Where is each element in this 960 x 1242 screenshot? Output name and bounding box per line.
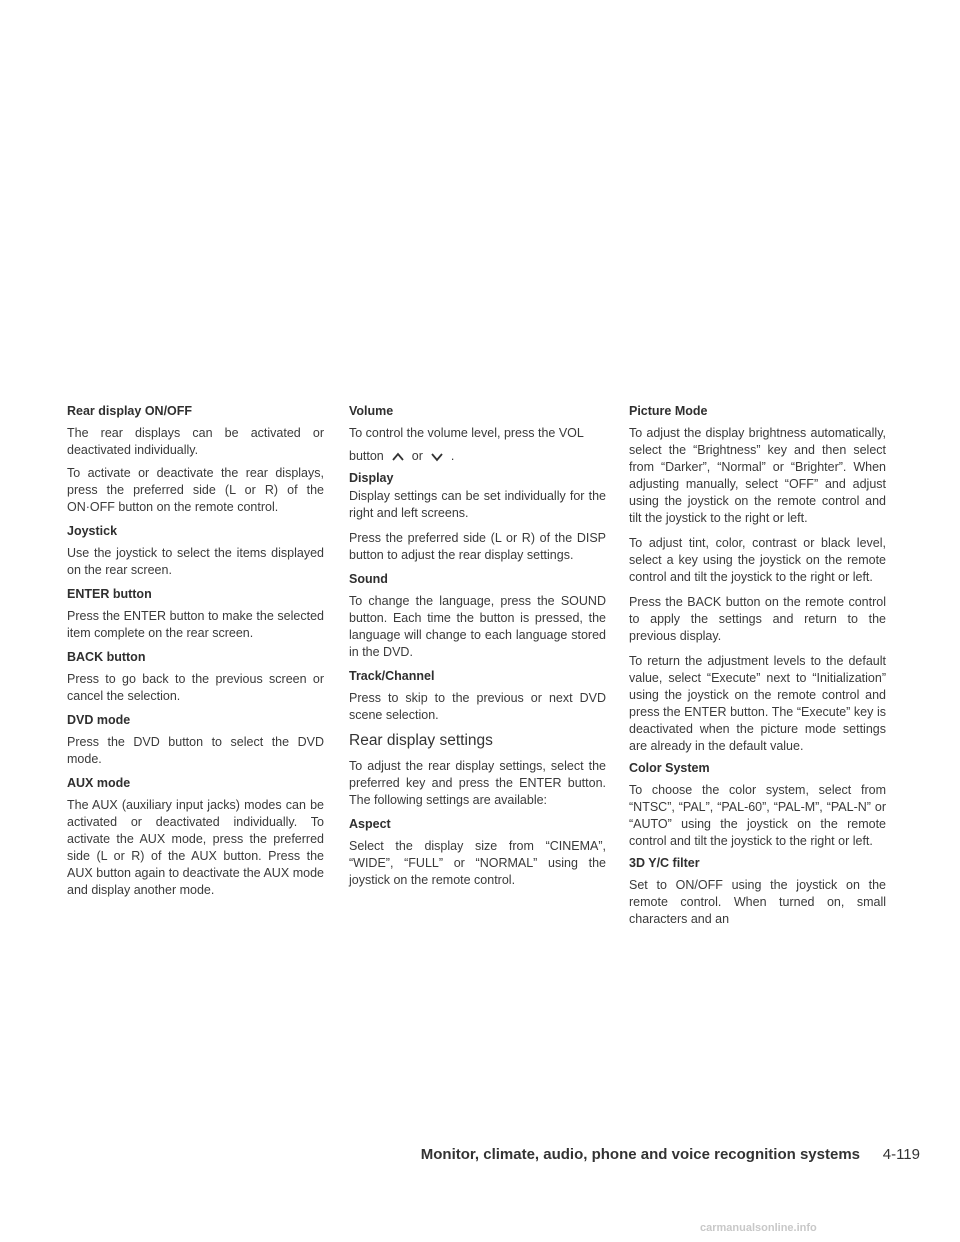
- paragraph: To adjust the display brightness automatically, select the “Brightness” key and then select from “Darker”, “Normal” or “Brighter”. When adjusting manually, select “OFF” and adjust using the joystick on the remote control and tilt the joystick to the right or left.: [629, 426, 886, 525]
- column-middle: [349, 404, 606, 897]
- paragraph: To adjust tint, color, contrast or black level, select a key using the joystick on the remote control and tilt the joystick to the right or left.: [629, 536, 886, 584]
- page-footer: [420, 1146, 920, 1170]
- volume-or: or: [411, 449, 423, 463]
- heading-rear-display-onoff: Rear display ON/OFF: [67, 404, 193, 418]
- heading-picture-mode: Picture Mode: [629, 404, 708, 418]
- heading-back-button: BACK button: [67, 650, 146, 664]
- column-left: [67, 404, 324, 907]
- paragraph: Press the preferred side (L or R) of the DISP button to adjust the rear display settings.: [349, 531, 606, 562]
- paragraph: Press the DVD button to select the DVD mode.: [67, 735, 324, 766]
- paragraph: Select the display size from “CINEMA”, “WIDE”, “FULL” or “NORMAL” using the joystick on the remote control.: [349, 839, 606, 887]
- volume-button-line: [349, 448, 606, 465]
- heading-color-system: Color System: [629, 761, 710, 775]
- chevron-up-icon: [390, 451, 406, 463]
- heading-dvd-mode: DVD mode: [67, 713, 131, 727]
- heading-aspect: Aspect: [349, 817, 391, 831]
- heading-aux-mode: AUX mode: [67, 776, 131, 790]
- heading-track-channel: Track/Channel: [349, 669, 435, 683]
- paragraph: To control the volume level, press the VOL: [349, 426, 584, 440]
- paragraph: Press the ENTER button to make the selected item complete on the rear screen.: [67, 609, 324, 640]
- paragraph: Press to skip to the previous or next DVD scene selection.: [349, 691, 606, 722]
- paragraph: Press the BACK button on the remote control to apply the settings and return to the previous display.: [629, 595, 886, 643]
- heading-enter-button: ENTER button: [67, 587, 152, 601]
- paragraph: The AUX (auxiliary input jacks) modes can be activated or deactivated individually. To activate the AUX mode, press the preferred side (L or R) of the AUX button. Press the AUX button again to deactivate the AUX mode and display another mode.: [67, 798, 324, 897]
- paragraph: To adjust the rear display settings, select the preferred key and press the ENTER button. The following settings are available:: [349, 759, 606, 807]
- paragraph: To change the language, press the SOUND button. Each time the button is pressed, the language will change to each language stored in the DVD.: [349, 594, 606, 659]
- paragraph: To choose the color system, select from “NTSC”, “PAL”, “PAL-60”, “PAL-M”, “PAL-N” or “AUTO” using the joystick on the remote control and tilt the joystick to the right or left.: [629, 783, 886, 848]
- paragraph: Use the joystick to select the items displayed on the rear screen.: [67, 546, 324, 577]
- volume-period: .: [450, 449, 455, 463]
- heading-rear-display-settings: Rear display settings: [349, 732, 493, 749]
- paragraph: To return the adjustment levels to the default value, select “Execute” next to “Initialization” using the joystick on the remote control and press the ENTER button. The “Execute” key is deactivated when the picture mode settings are already in the default value.: [629, 654, 886, 753]
- paragraph: Set to ON/OFF using the joystick on the remote control. When turned on, small characters and an: [629, 878, 886, 926]
- heading-3d-yc-filter: 3D Y/C filter: [629, 856, 700, 870]
- heading-joystick: Joystick: [67, 524, 118, 538]
- chevron-down-icon: [429, 451, 445, 463]
- paragraph: Display settings can be set individually for the right and left screens.: [349, 489, 606, 520]
- page-number: 4-119: [882, 1146, 920, 1163]
- paragraph: To activate or deactivate the rear displays, press the preferred side (L or R) of the ON·OFF button on the remote control.: [67, 466, 324, 514]
- volume-button-word: button: [349, 449, 384, 463]
- column-right: [629, 404, 886, 936]
- paragraph: The rear displays can be activated or deactivated individually.: [67, 426, 324, 457]
- heading-volume: Volume: [349, 404, 394, 418]
- heading-display: Display: [349, 471, 394, 485]
- footer-section-title: Monitor, climate, audio, phone and voice recognition systems: [420, 1146, 860, 1163]
- paragraph: Press to go back to the previous screen or cancel the selection.: [67, 672, 324, 703]
- heading-sound: Sound: [349, 572, 388, 586]
- watermark: carmanualsonline.info: [700, 1222, 817, 1234]
